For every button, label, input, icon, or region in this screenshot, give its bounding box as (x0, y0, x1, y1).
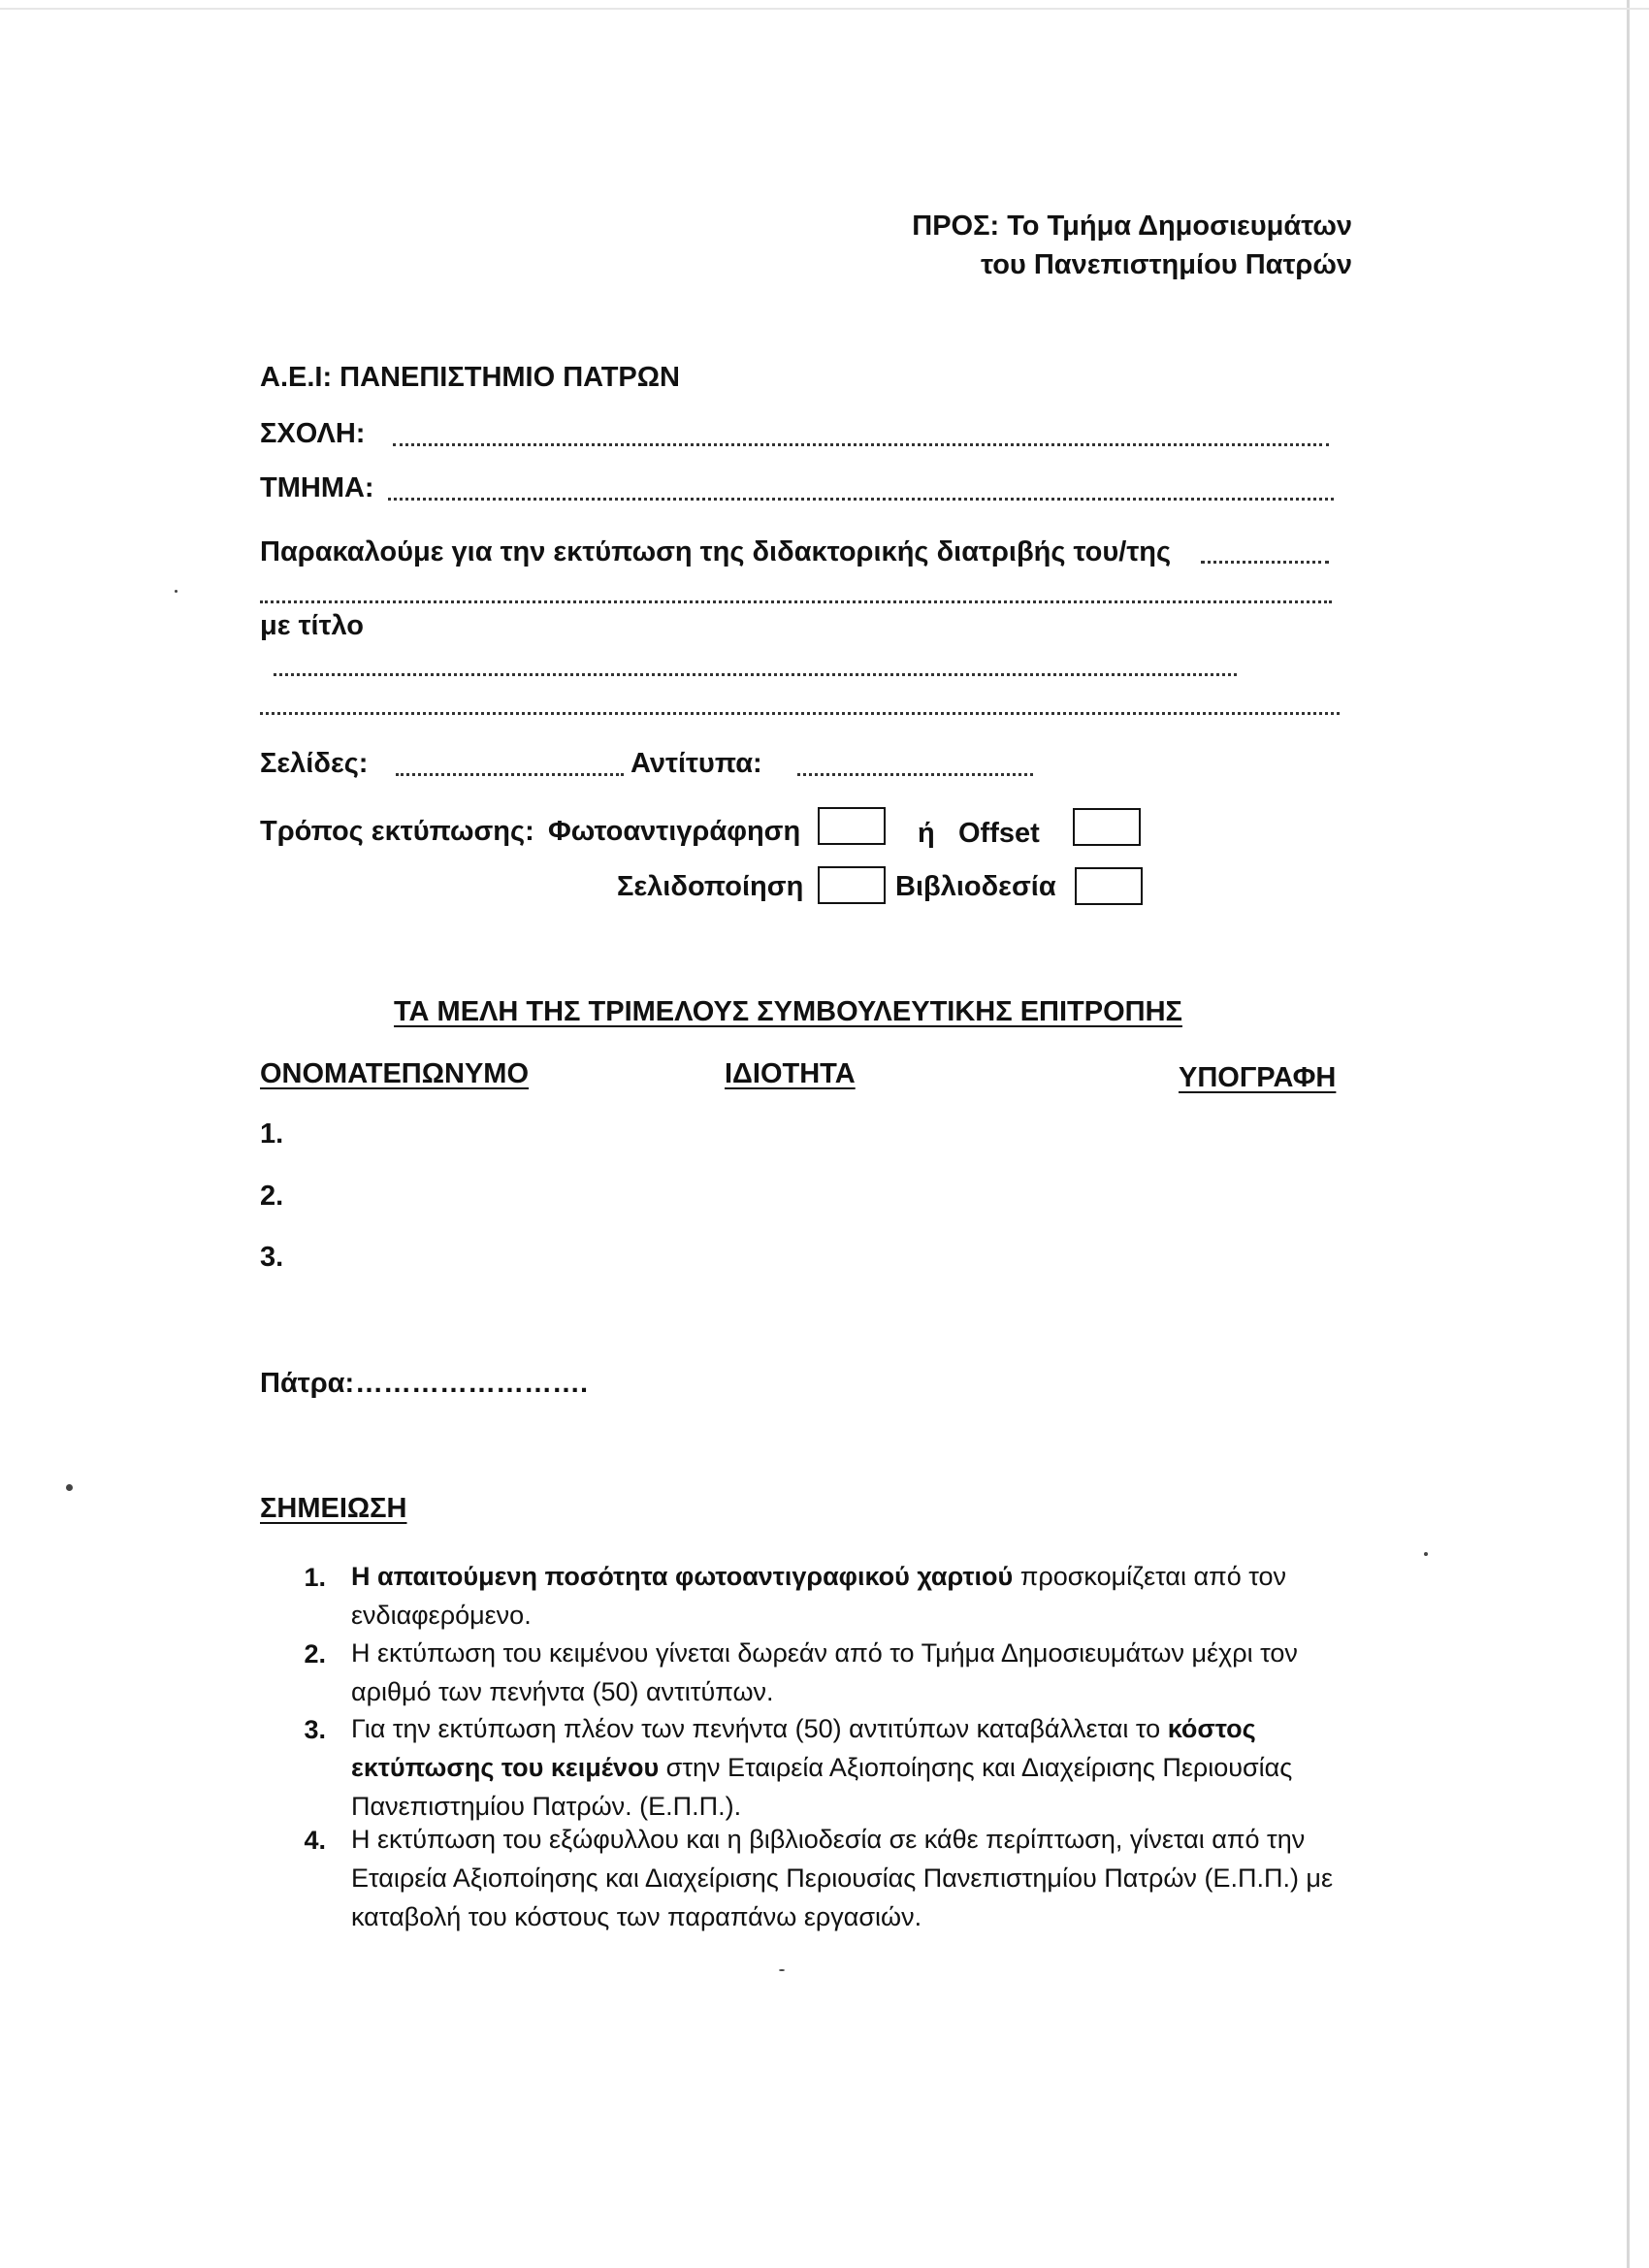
department-label: ΤΜΗΜΑ: (260, 472, 374, 503)
candidate-name-field-b[interactable] (260, 600, 1332, 603)
column-capacity: ΙΔΙΟΤΗΤΑ (725, 1058, 856, 1089)
scan-speck (779, 1969, 785, 1971)
request-text: Παρακαλούμε για την εκτύπωση της διδακτορικής διατριβής του/της (260, 536, 1172, 567)
photocopy-checkbox[interactable] (818, 807, 886, 845)
member-row-1: 1. (260, 1118, 284, 1150)
column-full-name: ΟΝΟΜΑΤΕΠΩΝΥΜΟ (260, 1058, 530, 1089)
binding-checkbox[interactable] (1075, 867, 1143, 905)
offset-checkbox[interactable] (1073, 808, 1141, 846)
column-signature: ΥΠΟΓΡΑΦΗ (1179, 1062, 1337, 1093)
note-item-3 (351, 1709, 1360, 1826)
note-1-bold: Η απαιτούμενη ποσότητα φωτοαντιγραφικού χαρτιού (351, 1562, 1014, 1591)
recipient-line-2: του Πανεπιστημίου Πατρών (981, 249, 1352, 280)
offset-label: Offset (958, 818, 1040, 849)
scan-edge-right (1627, 0, 1630, 2268)
pages-field[interactable] (396, 773, 624, 776)
pages-label: Σελίδες: (260, 748, 369, 779)
place-date-field[interactable]: ……………………. (355, 1368, 589, 1399)
title-label: με τίτλο (260, 610, 364, 641)
pagination-checkbox[interactable] (818, 866, 886, 904)
department-field[interactable] (388, 498, 1334, 501)
note-3-bold: κόστος εκτύπωσης του κειμένου (351, 1714, 1256, 1782)
institution-name: Α.Ε.Ι: ΠΑΝΕΠΙΣΤΗΜΙΟ ΠΑΤΡΩΝ (260, 362, 680, 393)
copies-field[interactable] (797, 773, 1033, 776)
print-method-label: Τρόπος εκτύπωσης: (260, 816, 534, 847)
school-label: ΣΧΟΛΗ: (260, 418, 366, 449)
scan-speck (66, 1484, 73, 1491)
note-item-4: Η εκτύπωση του εξώφυλλου και η βιβλιοδεσία σε κάθε περίπτωση, γίνεται από την Εταιρεία Αξιοποίησης και Διαχείρισης Περιουσίας Πανεπιστημίου Πατρών (Ε.Π.Π.) με καταβολή του κόστους των παραπάνω εργασιών. (351, 1825, 1334, 1931)
recipient-line-1: ΠΡΟΣ: Το Τμήμα Δημοσιευμάτων (912, 211, 1352, 242)
member-row-3: 3. (260, 1242, 284, 1273)
or-label: ή (918, 818, 935, 849)
committee-heading: ΤΑ ΜΕΛΗ ΤΗΣ ΤΡΙΜΕΛΟΥΣ ΣΥΜΒΟΥΛΕΥΤΙΚΗΣ ΕΠΙΤΡΟΠΗΣ (394, 996, 1182, 1027)
binding-label: Βιβλιοδεσία (895, 871, 1056, 902)
scan-edge-top (0, 8, 1649, 10)
note-item-2: Η εκτύπωση του κειμένου γίνεται δωρεάν από το Τμήμα Δημοσιευμάτων μέχρι τον αριθμό των πενήντα (50) αντιτύπων. (351, 1638, 1298, 1706)
note-3-rest: στην Εταιρεία Αξιοποίησης και Διαχείρισης Περιουσίας Πανεπιστημίου Πατρών. (Ε.Π.Π.). (351, 1753, 1293, 1821)
school-field[interactable] (393, 443, 1329, 446)
copies-label: Αντίτυπα: (630, 748, 762, 779)
pagination-label: Σελιδοποίηση (617, 871, 804, 902)
photocopy-label: Φωτοαντιγράφηση (548, 816, 801, 847)
note-number-3: 3. (304, 1715, 326, 1744)
member-row-2: 2. (260, 1181, 284, 1212)
scan-speck (175, 590, 178, 593)
note-number-4: 4. (304, 1826, 326, 1855)
scan-speck (1424, 1552, 1428, 1556)
candidate-name-field-a[interactable] (1201, 561, 1329, 564)
place-label: Πάτρα: (260, 1368, 355, 1399)
thesis-title-field-b[interactable] (260, 712, 1340, 715)
note-item-1 (351, 1557, 1360, 1635)
note-3-pre: Για την εκτύπωση πλέον των πενήντα (50) αντιτύπων καταβάλλεται το (351, 1714, 1168, 1743)
thesis-title-field-a[interactable] (274, 673, 1237, 676)
note-number-2: 2. (304, 1639, 326, 1669)
notes-heading: ΣΗΜΕΙΩΣΗ (260, 1493, 407, 1524)
note-1-rest: προσκομίζεται από τον ενδιαφερόμενο. (351, 1562, 1287, 1630)
note-number-1: 1. (304, 1563, 326, 1592)
